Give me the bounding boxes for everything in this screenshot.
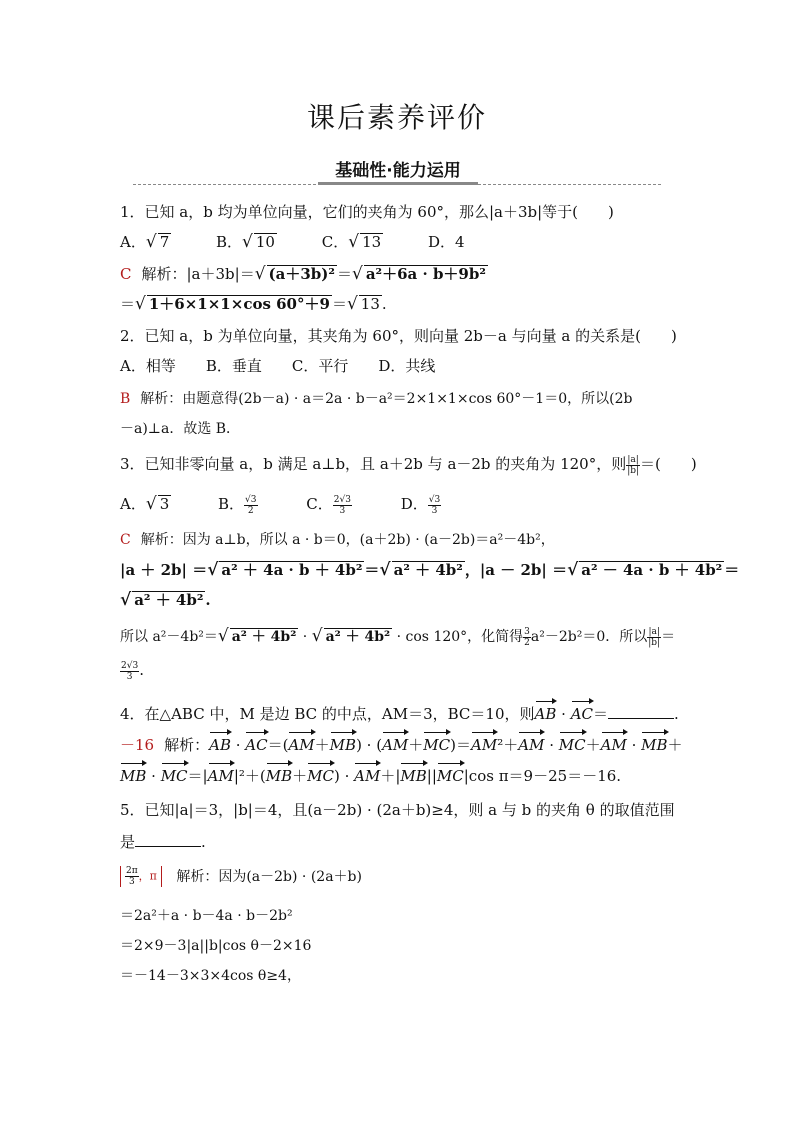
q5-stem2-end: . bbox=[201, 833, 206, 851]
q5-sol-label: 解析：因为(a－2b) · (2a＋b) bbox=[176, 868, 362, 885]
q1-opt-d: D．4 bbox=[427, 233, 465, 251]
q2-solution-line1 bbox=[120, 389, 632, 409]
q3-sol5-frac bbox=[120, 661, 139, 682]
dot-operator: · bbox=[230, 736, 246, 754]
plus-operator: ＋ bbox=[667, 736, 683, 754]
q1-opt-a-value: 7 bbox=[159, 233, 170, 251]
q3-sol5-frac-den: 3 bbox=[126, 671, 133, 682]
q3-sol4-frac-num: 3 bbox=[524, 626, 530, 637]
q3-sol4-d: ＝ bbox=[661, 629, 676, 645]
vector-mc: MC bbox=[423, 736, 451, 754]
plus-operator: ＋ bbox=[408, 736, 424, 754]
q3-sol4-frac-den: 2 bbox=[524, 637, 530, 648]
q3-stem bbox=[120, 454, 697, 476]
q5-ans-den: 3 bbox=[128, 877, 135, 887]
q3-opt-d-frac bbox=[428, 495, 441, 516]
q1-answer: C bbox=[120, 265, 132, 283]
q4-stem bbox=[120, 704, 679, 724]
q3-opt-d-label: D． bbox=[400, 495, 428, 513]
plus-operator: ＋ bbox=[503, 736, 519, 754]
vector-ab: AB bbox=[534, 705, 557, 723]
vector-am: AM bbox=[207, 767, 234, 785]
q5-solution-line1 bbox=[120, 866, 362, 887]
q3-sol4-b: · cos 120°，化简得 bbox=[392, 629, 524, 645]
dot-operator: · bbox=[146, 767, 161, 785]
section-heading: 基础性·能力运用 bbox=[318, 156, 478, 185]
vector-ac: AC bbox=[245, 736, 268, 754]
q3-sol2-d: ＝ bbox=[724, 561, 740, 579]
q3-stem-frac-num: |a| bbox=[627, 454, 639, 465]
q1-sol-pre: |a＋3b|＝ bbox=[186, 265, 255, 283]
q1-sol2-eq: ＝ bbox=[120, 295, 136, 313]
q2-sol1: 解析：由题意得(2b－a) · a＝2a · b－a²＝2×1×1×cos 60°－1＝0，所以(2b bbox=[140, 391, 633, 407]
q3-sol4-frac2-num: |a| bbox=[648, 626, 660, 637]
q3-opt-b-den: 2 bbox=[247, 505, 254, 516]
q1-opt-a-label: A． bbox=[120, 233, 146, 251]
q4-answer-blank bbox=[608, 704, 674, 719]
q3-solution-line3: √ a² ＋ 4b² . bbox=[120, 590, 211, 610]
q4-solution-line1 bbox=[120, 735, 683, 755]
q5-stem-line1: 5．已知|a|＝3，|b|＝4，且(a－2b) · (2a＋b)≥4，则 a 与 b 的夹角 θ 的取值范围 bbox=[120, 801, 675, 819]
q3-sol2-root2: a² ＋ 4b² bbox=[393, 561, 463, 579]
q1-opt-c-value: 13 bbox=[362, 233, 382, 251]
q4-solution-label: 解析： bbox=[164, 736, 210, 754]
q1-opt-b-label: B． bbox=[216, 233, 243, 251]
q5-step1: ＝2a²＋a · b－4a · b－2b² bbox=[120, 908, 293, 924]
vector-mc: MC bbox=[558, 736, 586, 754]
q3-stem-pre: 3．已知非零向量 a，b 满足 a⊥b，且 a＋2b 与 a－2b 的夹角为 120°，则 bbox=[120, 455, 627, 473]
q1-sol2-root2: 13 bbox=[360, 295, 380, 313]
plus-operator: ＋ bbox=[585, 736, 601, 754]
q3-opt-b-num: √3 bbox=[245, 494, 257, 505]
vector-mc: MC bbox=[436, 767, 464, 785]
q1-sol-root2: a²＋6a · b＋9b² bbox=[365, 265, 486, 283]
q4-stem-pre: 4．在△ABC 中，M 是边 BC 的中点，AM＝3，BC＝10，则 bbox=[120, 705, 535, 723]
q3-sol4-frac2-den: |b| bbox=[648, 637, 661, 648]
q3-sol3-root: a² ＋ 4b² bbox=[134, 591, 204, 609]
q3-sol2-c: ，|a － 2b| ＝ bbox=[464, 561, 568, 579]
q4-stem-post: ＝ bbox=[593, 705, 609, 723]
q4-s1-c: )＝ bbox=[450, 736, 471, 754]
q3-sol4-c: a²－2b²＝0．所以 bbox=[530, 629, 648, 645]
q3-solution-line1 bbox=[120, 530, 555, 550]
q5-answer-frac bbox=[125, 866, 139, 887]
q3-stem-post: ＝( ) bbox=[640, 455, 697, 473]
q1-sol-eq: ＝ bbox=[336, 265, 352, 283]
q5-stem-line2 bbox=[120, 832, 206, 852]
q1-solution-line2: ＝√ 1＋6×1×1×cos 60°＋9 ＝√ 13 . bbox=[120, 294, 387, 314]
vector-am: AM bbox=[354, 767, 381, 785]
q3-opt-a-label: A． bbox=[120, 495, 146, 513]
q2-answer: B bbox=[120, 391, 131, 407]
q3-stem-fraction bbox=[626, 455, 640, 476]
vector-am: AM bbox=[600, 736, 627, 754]
q3-sol2-root1: a² ＋ 4a · b ＋ 4b² bbox=[221, 561, 363, 579]
q1-sol2-eq2: ＝ bbox=[331, 295, 347, 313]
q5-stem2: 是 bbox=[120, 833, 136, 851]
dot-operator: · bbox=[556, 705, 571, 723]
q1-sol-root1: (a＋3b)² bbox=[268, 265, 335, 283]
q1-solution-line1: C 解析：|a＋3b|＝√ (a＋3b)² ＝√ a²＋6a · b＋9b² bbox=[120, 264, 486, 284]
vector-am: AM bbox=[471, 736, 498, 754]
q5-answer-blank bbox=[135, 832, 201, 847]
q1-opt-c-label: C． bbox=[321, 233, 349, 251]
vector-mc: MC bbox=[307, 767, 334, 785]
q3-sol4-frac2 bbox=[647, 627, 661, 648]
q1-solution-label: 解析： bbox=[141, 265, 187, 283]
q3-sol2-root3: a² － 4a · b ＋ 4b² bbox=[581, 561, 723, 579]
q4-s2-b: |²＋( bbox=[233, 767, 266, 785]
vector-mc: MC bbox=[160, 767, 188, 785]
q5-ans-sep: ，π bbox=[138, 869, 157, 883]
q4-s1-b: ) · ( bbox=[356, 736, 383, 754]
vector-mb: MB bbox=[641, 736, 668, 754]
q3-sol4-root1: a² ＋ 4b² bbox=[231, 629, 297, 645]
square-sign: ² bbox=[497, 736, 504, 754]
q2-solution-line2: －a)⊥a．故选 B． bbox=[120, 421, 241, 437]
page-title: 课后素养评价 bbox=[306, 101, 487, 134]
q1-sol2-end: . bbox=[381, 295, 387, 313]
q3-sol2-b: ＝ bbox=[364, 561, 380, 579]
vector-am: AM bbox=[382, 736, 409, 754]
section-divider bbox=[133, 184, 661, 185]
vector-ab: AB bbox=[209, 736, 231, 754]
q3-opt-b-label: B． bbox=[218, 495, 245, 513]
q2-stem: 2．已知 a，b 为单位向量，其夹角为 60°，则向量 2b－a 与向量 a 的关系是( ) bbox=[120, 327, 677, 345]
q3-opt-c-frac bbox=[333, 495, 352, 516]
vector-mb: MB bbox=[120, 767, 147, 785]
q3-sol2-a: |a ＋ 2b| ＝ bbox=[120, 561, 208, 579]
vector-mb: MB bbox=[329, 736, 357, 754]
q3-sol4-frac bbox=[523, 627, 531, 648]
q1-options: A．√ 7 B．√ 10 C．√ 13 D．4 bbox=[120, 232, 465, 252]
q3-solution-line5 bbox=[120, 660, 144, 682]
q1-stem: 1．已知 a，b 均为单位向量，它们的夹角为 60°，那么|a＋3b|等于( ) bbox=[120, 203, 614, 221]
q4-solution-line2 bbox=[120, 766, 621, 786]
q3-sol1: 解析：因为 a⊥b，所以 a · b＝0，(a＋2b) · (a－2b)＝a²－4b²， bbox=[140, 532, 555, 548]
q3-sol4-a: 所以 a²－4b²＝ bbox=[120, 629, 218, 645]
q3-opt-d-den: 3 bbox=[431, 505, 438, 516]
q3-opt-b-frac bbox=[244, 495, 257, 516]
q3-sol5-frac-num: 2√3 bbox=[121, 660, 139, 671]
q4-s2-d: ＋| bbox=[380, 767, 401, 785]
q5-step3: ＝－14－3×3×4cos θ≥4， bbox=[120, 968, 301, 984]
vector-mb: MB bbox=[265, 767, 293, 785]
q3-sol4-dot: · bbox=[298, 629, 312, 645]
q3-opt-d-num: √3 bbox=[428, 494, 441, 505]
q3-sol5-end: . bbox=[139, 661, 144, 679]
vector-mb: MB bbox=[400, 767, 427, 785]
q3-opt-c-label: C． bbox=[306, 495, 333, 513]
q3-opt-a-value: 3 bbox=[159, 495, 170, 513]
q3-sol4-root2: a² ＋ 4b² bbox=[325, 629, 391, 645]
q3-sol3-end: . bbox=[205, 591, 211, 609]
vector-am: AM bbox=[288, 736, 315, 754]
plus-operator: ＋ bbox=[314, 736, 330, 754]
q4-s2-a: ＝| bbox=[187, 767, 208, 785]
q5-step2: ＝2×9－3|a||b|cos θ－2×16 bbox=[120, 938, 312, 954]
dot-operator: · bbox=[544, 736, 559, 754]
q2-options: A．相等 B．垂直 C．平行 D．共线 bbox=[120, 357, 436, 375]
q3-answer: C bbox=[120, 532, 131, 548]
q5-answer-interval bbox=[120, 866, 162, 887]
q3-opt-c-num: 2√3 bbox=[333, 494, 351, 505]
q3-solution-line2: |a ＋ 2b| ＝√ a² ＋ 4a · b ＋ 4b² ＝√ a² ＋ 4b² ，|a － 2b| ＝√ a² － 4a · b ＋ 4b² ＝ bbox=[120, 560, 740, 580]
q4-s1-a: ＝( bbox=[267, 736, 289, 754]
q5-ans-num: 2π bbox=[126, 866, 138, 876]
q1-sol2-root: 1＋6×1×1×cos 60°＋9 bbox=[148, 295, 330, 313]
q3-opt-c-den: 3 bbox=[339, 505, 346, 516]
q4-s2-e: || bbox=[426, 767, 437, 785]
q4-answer: －16 bbox=[120, 736, 155, 754]
plus-operator: ＋ bbox=[292, 767, 308, 785]
q4-s2-c: ) · bbox=[333, 767, 355, 785]
q4-s2-f: |cos π＝9－25＝－16. bbox=[463, 767, 622, 785]
q1-opt-b-value: 10 bbox=[255, 233, 275, 251]
q3-stem-frac-den: |b| bbox=[627, 465, 640, 476]
q3-solution-line4: 所以 a²－4b²＝√ a² ＋ 4b² · √ a² ＋ 4b² · cos 120°，化简得 $\frac{3}{2}$ a²－2b²＝0．所以 $\frac{|a|}{|b|}$ ＝ bbox=[120, 626, 676, 648]
dot-operator: · bbox=[626, 736, 642, 754]
q4-stem-end: . bbox=[674, 705, 679, 723]
q3-options: A．√ 3 B． $\frac{√3}{2}$ C． $\frac{2√3}{3}$ D． $\frac{√3}{3}$ bbox=[120, 494, 441, 516]
vector-ac: AC bbox=[570, 705, 593, 723]
vector-am: AM bbox=[518, 736, 545, 754]
